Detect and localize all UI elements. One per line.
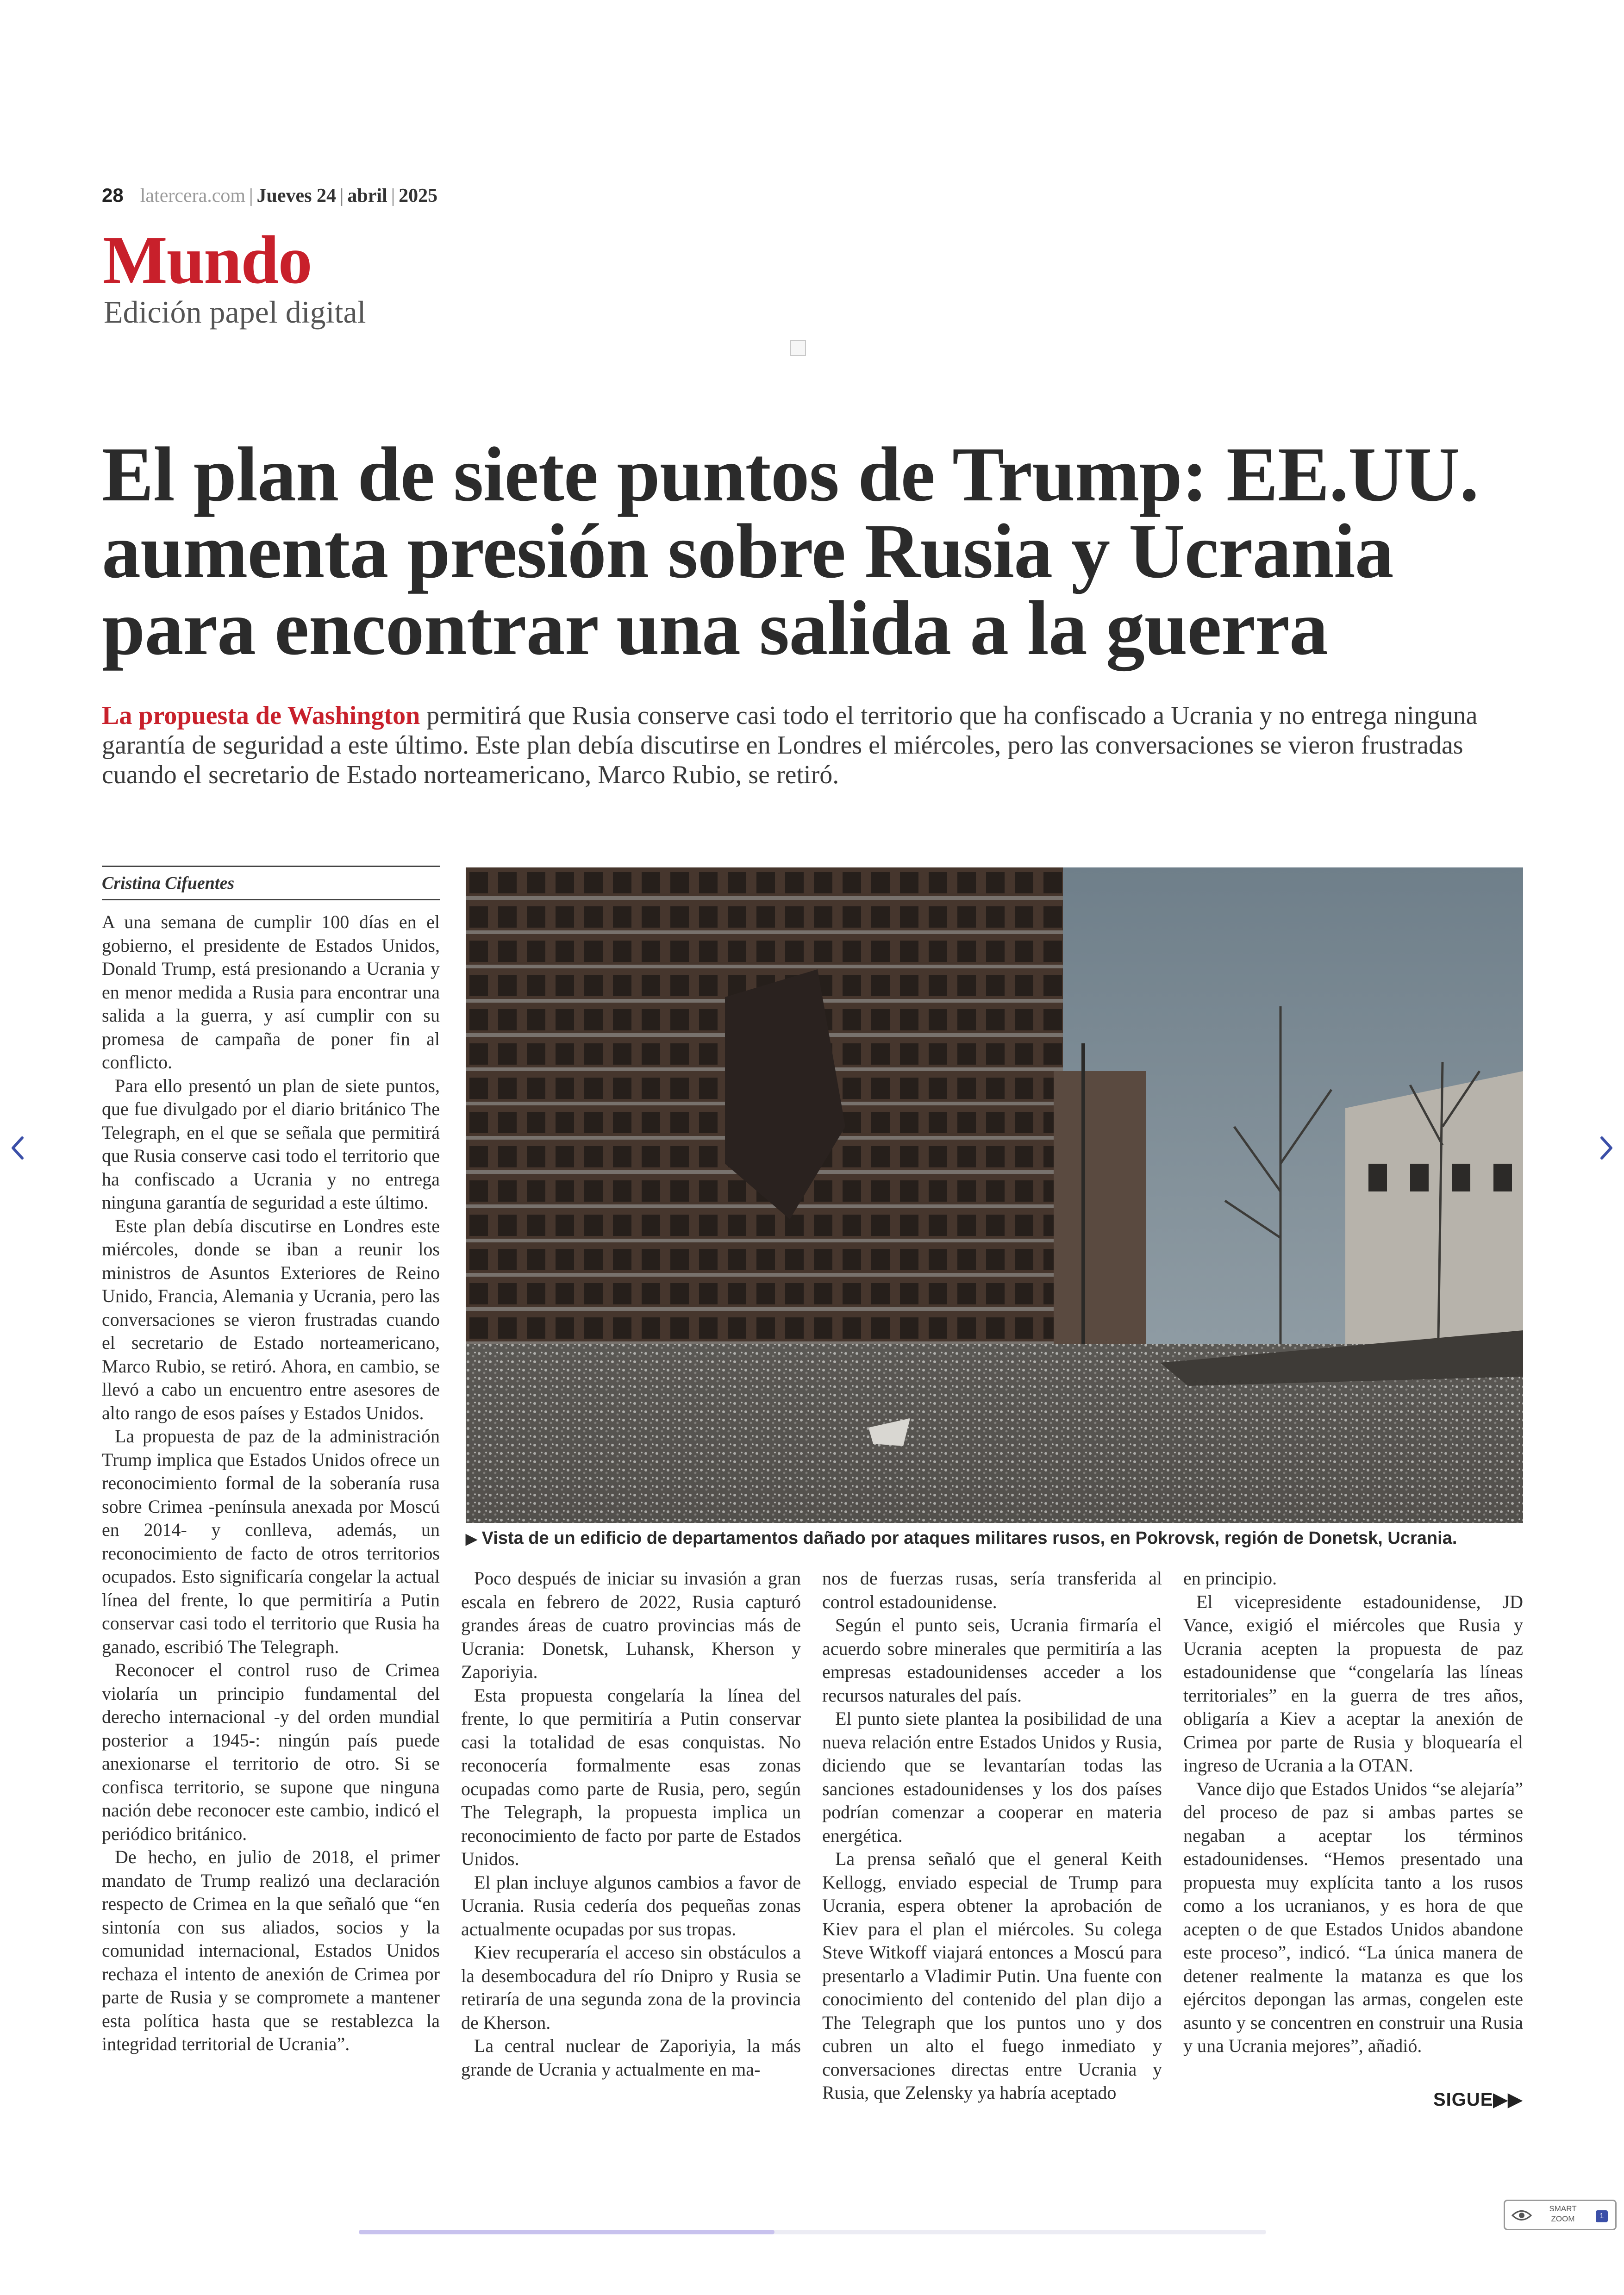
photo-caption bbox=[466, 1528, 1457, 1548]
eye-icon bbox=[1512, 2208, 1532, 2222]
paragraph: Reconocer el control ruso de Crimea violaría un principio fundamental del derecho internacional -y del orden mundial posterior a 1945-: ningún país puede anexionarse el territorio de otro. Si se confisca territorio, se supone que ninguna nación debe reconocer este cambio, indicó el periódico británico. bbox=[102, 1659, 440, 1844]
paragraph: El punto siete plantea la posibilidad de una nueva relación entre Estados Unidos y Rusia, diciendo que se levantarían todas las sanciones estadounidenses y los dos países podrían comenzar a cooperar en materia energética. bbox=[822, 1708, 1162, 1846]
section-title: Mundo bbox=[103, 222, 312, 298]
photo-caption-text: Vista de un edificio de departamentos dañado por ataques militares rusos, en Pokrovsk, región de Donetsk, Ucrania. bbox=[481, 1528, 1457, 1548]
edition-subtitle: Edición papel digital bbox=[104, 294, 366, 330]
paragraph: Esta propuesta congelaría la línea del frente, lo que permitiría a Putin conservar casi la totalidad de esas conquistas. No reconocería formalmente esas zonas ocupadas como parte de Rusia, pero, según The Telegraph, la propuesta implica un reconocimiento de facto por parte de Estados Unidos. bbox=[461, 1684, 801, 1869]
page-number: 28 bbox=[102, 184, 124, 206]
byline-rule-top bbox=[102, 866, 440, 867]
ad-marker-icon bbox=[790, 340, 806, 356]
continue-label: SIGUE bbox=[1433, 2089, 1493, 2110]
folio-separator: | bbox=[391, 185, 395, 206]
paragraph: La central nuclear de Zaporiyia, la más grande de Ucrania y actualmente en ma- bbox=[461, 2035, 801, 2080]
chevron-left-icon bbox=[6, 1129, 29, 1166]
site-name: latercera.com bbox=[140, 185, 246, 206]
article-byline: Cristina Cifuentes bbox=[102, 873, 235, 893]
paragraph: Según el punto seis, Ucrania firmaría el acuerdo sobre minerales que permitiría a las empresas estadounidenses acceder a los recursos naturales del país. bbox=[822, 1615, 1162, 1706]
article-column-4 bbox=[1183, 1567, 1523, 2058]
paragraph: El vicepresidente estadounidense, JD Vance, exigió el miércoles que Rusia y Ucrania acepten la propuesta de paz estadounidense que “congelaría las líneas territoriales” en la guerra de tres años, obligaría a Kiev a aceptar la anexión de Crimea por parte de Rusia y bloquearía el ingreso de Ucrania a la OTAN. bbox=[1183, 1591, 1523, 1776]
paragraph: De hecho, en julio de 2018, el primer mandato de Trump realizó una declaración respecto de Crimea en la que señaló que “en sintonía con sus aliados, socios y la comunidad internacional, Estados Unidos rechaza el intento de anexión de Crimea por parte de Rusia y se compromete a mantener esta política hasta que se restablezca la integridad territorial de Ucrania”. bbox=[102, 1846, 440, 2054]
triangle-bullet-icon: ▶ bbox=[466, 1530, 477, 1547]
folio-separator: | bbox=[339, 185, 344, 206]
paragraph: Vance dijo que Estados Unidos “se alejaría” del proceso de paz si ambas partes se negaban a aceptar los términos estadounidenses. “Hemos presentado una propuesta muy explícita tanto a los rusos como a los ucranianos, y es hora de que acepten o de que Estados Unidos abandone este proceso”, indicó. “La única manera de detener realmente la matanza es que los ejércitos depongan las armas, congelen este asunto y se concentren en construir una Rusia y una Ucrania mejores”, añadió. bbox=[1183, 1778, 1523, 2056]
paragraph: Este plan debía discutirse en Londres este miércoles, donde se iban a reunir los ministros de Asuntos Exteriores de Reino Unido, Francia, Alemania y Ucrania, pero las conversaciones se vieron frustradas cuando el secretario de Estado norteamericano, Marco Rubio, se retiró. Ahora, en cambio, se llevó a cabo un encuentro entre asesores de alto rango de esos países y Estados Unidos. bbox=[102, 1215, 440, 1423]
smart-zoom-button[interactable] bbox=[1504, 2200, 1617, 2230]
paragraph: El plan incluye algunos cambios a favor de Ucrania. Rusia cedería dos pequeñas zonas actualmente ocupadas por sus tropas. bbox=[461, 1871, 801, 1940]
folio-day: Jueves 24 bbox=[256, 185, 336, 206]
paragraph: La prensa señaló que el general Keith Kellogg, enviado especial de Trump para Ucrania, espera obtener la aprobación de Kiev para el plan el miércoles. Su colega Steve Witkoff viajará entonces a Moscú para presentarlo a Vladimir Putin. Una fuente con conocimiento del contenido del plan dijo a The Telegraph que los puntos uno y dos cubren un alto el fuego inmediato y conversaciones directas entre Ucrania y Rusia, que Zelensky ya habría aceptado bbox=[822, 1848, 1162, 2103]
next-page-button[interactable] bbox=[1595, 1129, 1618, 1166]
page-folio bbox=[102, 184, 437, 207]
previous-page-button[interactable] bbox=[6, 1129, 29, 1166]
article-headline: El plan de siete puntos de Trump: EE.UU. aumenta presión sobre Rusia y Ucrania para encontrar una salida a la guerra bbox=[102, 431, 1479, 671]
article-deck bbox=[102, 701, 1528, 790]
zoom-badge: 1 bbox=[1596, 2210, 1608, 2222]
paragraph: Poco después de iniciar su invasión a gran escala en febrero de 2022, Rusia capturó grandes áreas de cuatro provincias más de Ucrania: Donetsk, Luhansk, Kherson y Zaporiyia. bbox=[461, 1568, 801, 1682]
folio-year: 2025 bbox=[399, 185, 438, 206]
folio-month: abril bbox=[347, 185, 387, 206]
deck-lead: La propuesta de Washington bbox=[102, 701, 420, 730]
paragraph: en principio. bbox=[1183, 1568, 1277, 1589]
paragraph: Para ello presentó un plan de siete puntos, que fue divulgado por el diario británico The Telegraph, en el que se señala que permitirá que Rusia conserve casi todo el territorio que ha confiscado a Ucrania y no entrega ninguna garantía de seguridad a este último. bbox=[102, 1075, 440, 1213]
continue-link[interactable] bbox=[1433, 2089, 1523, 2110]
smart-zoom-label: SMART ZOOM bbox=[1549, 2204, 1577, 2223]
paragraph: A una semana de cumplir 100 días en el gobierno, el presidente de Estados Unidos, Donald Trump, está presionando a Ucrania y en menor medida a Rusia para encontrar una salida a la guerra, y así cumplir con su promesa de campaña de poner fin al conflicto. bbox=[102, 911, 440, 1073]
article-column-2 bbox=[461, 1567, 801, 2081]
paragraph: nos de fuerzas rusas, sería transferida al control estadounidense. bbox=[822, 1568, 1162, 1612]
article-photo bbox=[466, 867, 1523, 1523]
paragraph: La propuesta de paz de la administración Trump implica que Estados Unidos ofrece un reconocimiento formal de la soberanía rusa sobre Crimea -península anexada por Moscú en 2014- y conlleva, además, un reconocimiento de facto de otros territorios ocupados. Esto significaría congelar la actual línea del frente, lo que permitiría a Putin conservar casi todo el territorio que Rusia ha ganado, escribió The Telegraph. bbox=[102, 1426, 440, 1657]
paragraph: Kiev recuperaría el acceso sin obstáculos a la desembocadura del río Dnipro y Rusia se retiraría de una segunda zona de la provincia de Kherson. bbox=[461, 1942, 801, 2033]
chevron-right-icon bbox=[1595, 1129, 1618, 1166]
deck-text: permitirá que Rusia conserve casi todo el territorio que ha confiscado a Ucrania y no entrega ninguna garantía de seguridad a este último. Este plan debía discutirse en Londres el miércoles, pero las conversaciones se vieron frustradas cuando el secretario de Estado norteamericano, Marco Rubio, se retiró. bbox=[102, 701, 1478, 789]
article-column-1 bbox=[102, 911, 440, 2056]
byline-rule-bottom bbox=[102, 899, 440, 900]
page-scrollbar-thumb[interactable] bbox=[359, 2230, 775, 2234]
article-column-3 bbox=[822, 1567, 1162, 2105]
damaged-building-photo bbox=[466, 867, 1523, 1523]
folio-separator: | bbox=[249, 185, 253, 206]
double-arrow-icon: ▶▶ bbox=[1493, 2089, 1523, 2110]
